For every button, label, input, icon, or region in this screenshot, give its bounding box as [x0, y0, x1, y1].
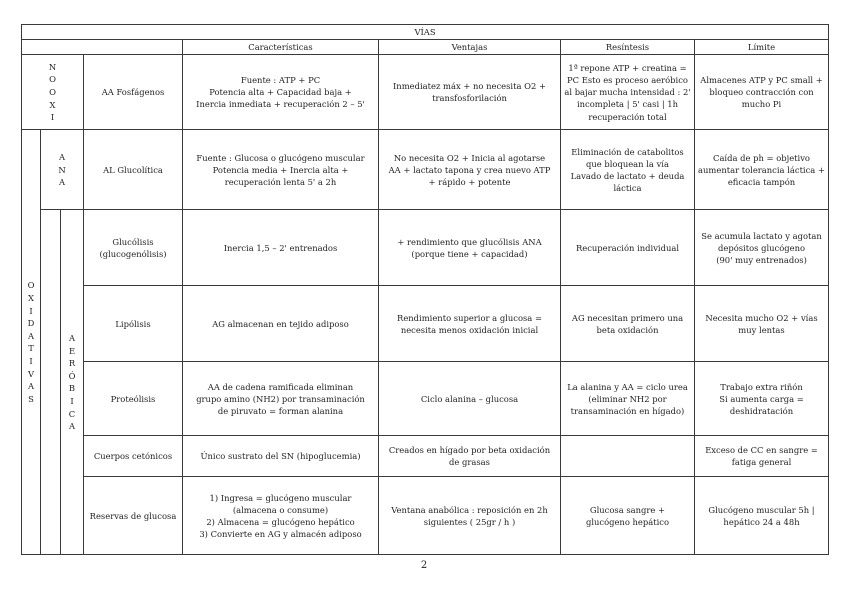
header-caracteristicas: Características: [183, 40, 379, 55]
limite-cell: [695, 55, 829, 130]
caracteristicas-cell: [183, 286, 379, 362]
cell-line: + rápido + potente: [428, 176, 511, 187]
row-name-cell: [84, 55, 183, 130]
vias-table: [21, 24, 829, 555]
cell-line: Creados en hígado por beta oxidación: [388, 445, 551, 456]
cell-line: A: [58, 151, 66, 162]
resintesis-cell: [561, 436, 695, 477]
ventajas-cell: [379, 477, 561, 555]
resintesis-cell: [561, 130, 695, 210]
cell-line: Eliminación de catabolitos: [571, 146, 684, 157]
cell-line: deshidratación: [729, 405, 794, 416]
ventajas-cell: [379, 436, 561, 477]
cell-line: X: [49, 99, 56, 110]
group-aerobica-spacer: [41, 210, 61, 555]
cell-line: Trabajo extra riñón: [720, 381, 803, 392]
resintesis-cell: [561, 362, 695, 436]
cell-line: fatiga general: [731, 457, 792, 468]
cell-line: A: [68, 332, 76, 343]
ventajas-cell: [379, 286, 561, 362]
cell-line: depósitos glucógeno: [718, 242, 806, 253]
cell-line: recuperación total: [588, 111, 667, 122]
row-name-cell: [84, 130, 183, 210]
cell-line: A: [27, 330, 35, 341]
limite-cell: [695, 477, 829, 555]
cell-line: siguientes ( 25gr / h ): [423, 516, 516, 527]
resintesis-cell: [561, 55, 695, 130]
cell-line: Se acumula lactato y agotan: [701, 230, 822, 241]
cell-line: Almacenes ATP y PC small +: [700, 75, 823, 86]
cell-line: I: [29, 355, 33, 366]
table-row: [22, 210, 829, 286]
caracteristicas-cell: [183, 130, 379, 210]
cell-line: La alanina y AA = ciclo urea: [567, 381, 688, 392]
cell-line: incompleta | 5' casi | 1h: [576, 99, 679, 110]
cell-line: eficacia tampón: [727, 176, 796, 187]
cell-line: glucógeno hepático: [585, 516, 670, 527]
row-name-cell: [84, 362, 183, 436]
cell-line: (90' muy entrenados): [716, 254, 807, 265]
cell-line: + rendimiento que glucólisis ANA: [397, 236, 542, 247]
caracteristicas-cell: [183, 362, 379, 436]
cell-line: Inercia inmediata + recuperación 2 – 5': [196, 99, 365, 110]
cell-line: D: [27, 318, 35, 329]
caracteristicas-cell: [183, 477, 379, 555]
cell-line: Único sustrato del SN (hipoglucemia): [200, 451, 361, 462]
cell-line: Fuente : Glucosa o glucógeno muscular: [196, 152, 365, 163]
group-anaerobica: [41, 130, 84, 210]
cell-line: transfosforilación: [432, 93, 507, 104]
cell-line: Inercia 1,5 – 2' entrenados: [223, 242, 338, 253]
cell-line: Rendimiento superior a glucosa =: [397, 312, 542, 323]
table-row: [22, 436, 829, 477]
cell-line: hepático 24 a 48h: [723, 516, 800, 527]
cell-line: 3) Convierte en AG y almacén adiposo: [199, 529, 362, 540]
cell-line: recuperación lenta 5' a 2h: [224, 176, 337, 187]
cell-line: AG almacenan en tejido adiposo: [212, 318, 349, 329]
group-aerobica: [61, 210, 84, 555]
row-name-cell: [84, 436, 183, 477]
cell-line: A: [58, 177, 66, 188]
resintesis-cell: [561, 477, 695, 555]
table-row: [22, 130, 829, 210]
cell-line: (glucogenólisis): [99, 248, 167, 259]
group-anaerobica-letters: [44, 151, 80, 189]
table-row: [22, 55, 829, 130]
cell-line: aumentar tolerancia láctica +: [698, 164, 825, 175]
cell-line: B: [68, 383, 76, 394]
limite-cell: [695, 362, 829, 436]
table-row: [22, 286, 829, 362]
cell-line: 1ª repone ATP + creatina =: [568, 62, 687, 73]
caracteristicas-cell: [183, 55, 379, 130]
header-empty-cell: [22, 40, 183, 55]
group-no-oxi: [22, 55, 84, 130]
cell-line: Inmediatez máx + no necesita O2 +: [393, 81, 546, 92]
cell-line: N: [48, 61, 57, 72]
cell-line: AA de cadena ramificada eliminan: [207, 381, 354, 392]
cell-line: I: [29, 305, 33, 316]
group-oxidativas-letters: [25, 279, 37, 405]
ventajas-cell: [379, 130, 561, 210]
limite-cell: [695, 210, 829, 286]
cell-line: Lavado de lactato + deuda: [570, 170, 685, 181]
resintesis-cell: [561, 210, 695, 286]
header-limite: Límite: [695, 40, 829, 55]
cell-line: T: [28, 343, 34, 354]
cell-line: al bajar mucha intensidad : 2': [564, 87, 691, 98]
row-name-cell: [84, 286, 183, 362]
header-resintesis: Resíntesis: [561, 40, 695, 55]
table-row: [22, 362, 829, 436]
cell-line: 1) Ingresa = glucógeno muscular: [209, 492, 352, 503]
cell-line: láctica: [613, 183, 642, 194]
cell-line: A: [27, 381, 35, 392]
cell-line: necesita menos oxidación inicial: [400, 324, 539, 335]
cell-line: Proteólisis: [110, 393, 156, 404]
cell-line: Necesita mucho O2 + vías: [705, 312, 818, 323]
cell-line: AL Glucolítica: [103, 164, 163, 175]
cell-line: N: [58, 164, 66, 175]
ventajas-cell: [379, 55, 561, 130]
page-number: 2: [420, 560, 428, 571]
row-name-cell: [84, 477, 183, 555]
cell-line: Glucólisis: [112, 236, 154, 247]
ventajas-cell: [379, 362, 561, 436]
cell-line: O: [27, 280, 35, 291]
cell-line: Glucógeno muscular 5h |: [708, 504, 815, 515]
cell-line: mucho Pi: [741, 99, 782, 110]
cell-line: Ó: [68, 370, 76, 381]
cell-line: E: [68, 345, 76, 356]
cell-line: Potencia alta + Capacidad baja +: [209, 87, 352, 98]
cell-line: que bloquean la vía: [586, 158, 669, 169]
cell-line: AG necesitan primero una: [571, 312, 684, 323]
group-no-oxi-letters: [25, 61, 80, 124]
cell-line: PC Esto es proceso aeróbico: [567, 75, 688, 86]
cell-line: Fuente : ATP + PC: [240, 75, 321, 86]
table-row: [22, 477, 829, 555]
cell-line: de grasas: [449, 457, 490, 468]
cell-line: Si aumenta carga =: [719, 393, 804, 404]
cell-line: Ventana anabólica : reposición en 2h: [391, 504, 548, 515]
group-oxidativas: [22, 130, 41, 555]
cell-line: R: [68, 358, 76, 369]
cell-line: transaminación en hígado): [570, 405, 685, 416]
header-ventajas: Ventajas: [379, 40, 561, 55]
cell-line: O: [49, 87, 56, 98]
cell-line: A: [68, 421, 76, 432]
cell-line: 2) Almacena = glucógeno hepático: [206, 516, 355, 527]
cell-line: No necesita O2 + Inicia al agotarse: [393, 152, 546, 163]
caracteristicas-cell: [183, 210, 379, 286]
cell-line: Glucosa sangre +: [589, 504, 666, 515]
limite-cell: [695, 286, 829, 362]
cell-line: O: [49, 74, 56, 85]
group-aerobica-letters: [64, 332, 80, 433]
cell-line: beta oxidación: [596, 324, 659, 335]
cell-line: AA + lactato tapona y crea nuevo ATP: [388, 164, 551, 175]
cell-line: Reservas de glucosa: [89, 510, 177, 521]
cell-line: Ciclo alanina – glucosa: [420, 393, 519, 404]
cell-line: V: [27, 368, 35, 379]
cell-line: (eliminar NH2 por: [588, 393, 667, 404]
resintesis-cell: [561, 286, 695, 362]
cell-line: Caída de ph = objetivo: [713, 152, 810, 163]
cell-line: de piruvato = forman alanina: [217, 405, 344, 416]
cell-line: Recuperación individual: [575, 242, 680, 253]
cell-line: grupo amino (NH2) por transaminación: [196, 393, 365, 404]
cell-line: Exceso de CC en sangre =: [705, 445, 818, 456]
table-title: VÍAS: [22, 25, 829, 40]
caracteristicas-cell: [183, 436, 379, 477]
cell-line: bloqueo contracción con: [709, 87, 814, 98]
ventajas-cell: [379, 210, 561, 286]
cell-line: Cuerpos cetónicos: [93, 451, 173, 462]
cell-line: I: [50, 112, 55, 123]
cell-line: muy lentas: [738, 324, 785, 335]
cell-line: Lipólisis: [115, 318, 151, 329]
cell-line: AA Fosfágenos: [101, 87, 165, 98]
limite-cell: [695, 130, 829, 210]
cell-line: (porque tiene + capacidad): [411, 248, 528, 259]
cell-line: I: [70, 395, 74, 406]
cell-line: C: [68, 408, 76, 419]
cell-line: Potencia media + Inercia alta +: [212, 164, 349, 175]
cell-line: X: [28, 292, 34, 303]
row-name-cell: [84, 210, 183, 286]
cell-line: S: [28, 393, 34, 404]
cell-line: (almacena o consume): [232, 504, 329, 515]
limite-cell: [695, 436, 829, 477]
